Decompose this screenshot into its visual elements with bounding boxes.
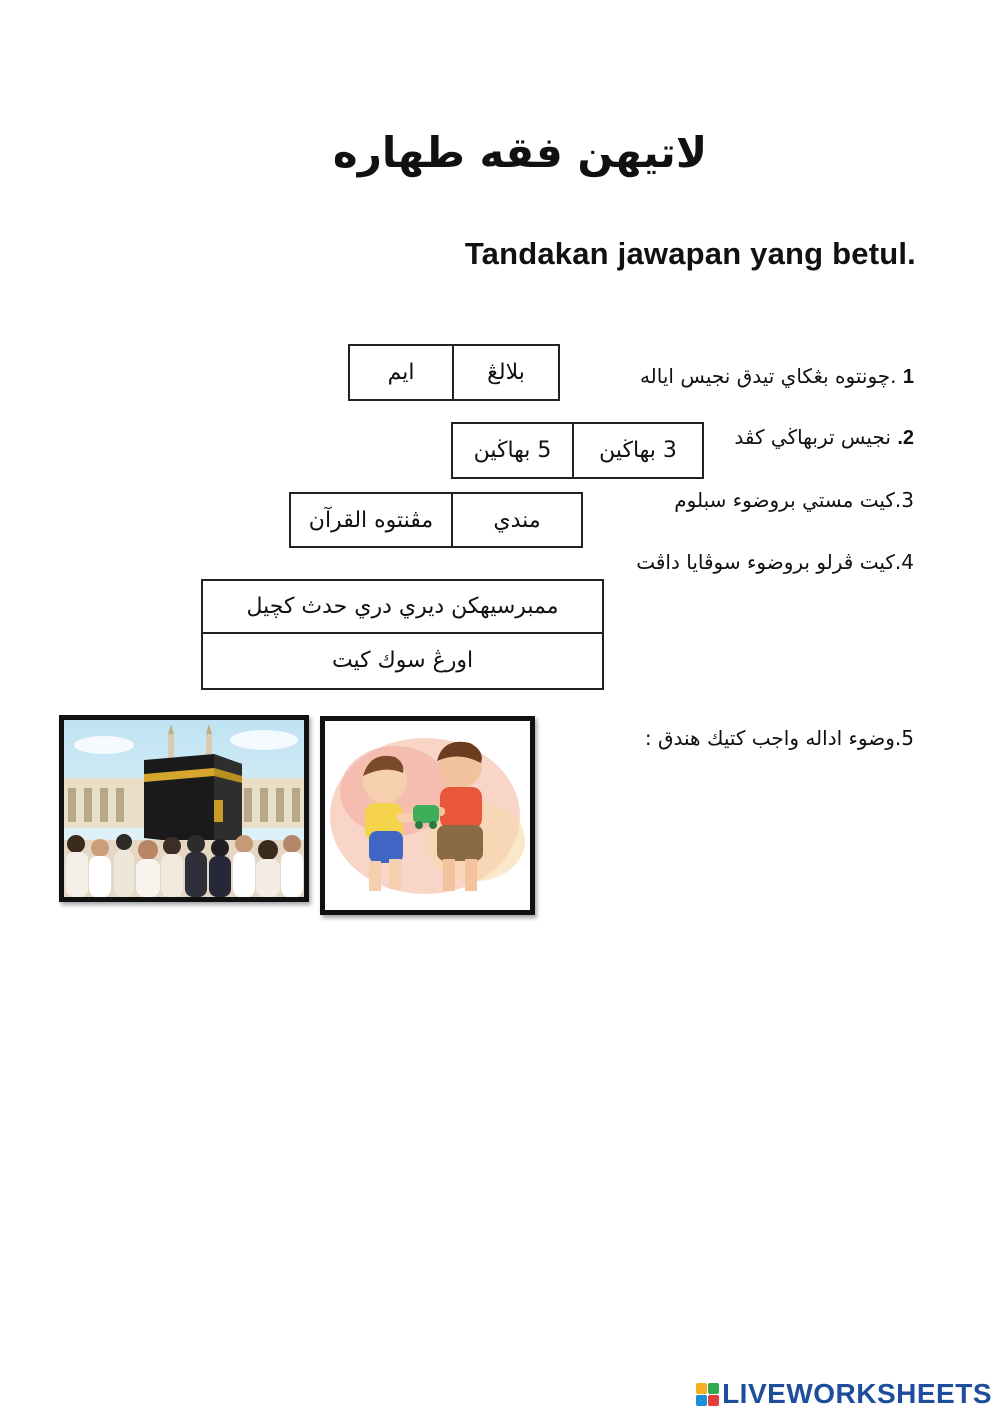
option-1a[interactable]: بلالڠ: [487, 360, 525, 385]
question-text: نجيس تربهاڬي كڤد: [734, 425, 891, 449]
option-4a[interactable]: ممبرسيهكن ديري دري حدث كچيل: [203, 581, 602, 634]
question-number: 1: [902, 366, 914, 388]
instruction-text: Tandakan jawapan yang betul.: [464, 236, 916, 271]
question-number: 5.: [894, 726, 914, 750]
question-4: [636, 550, 914, 574]
question-3-options: [289, 492, 583, 548]
option-3b[interactable]: مڤنتوه القرآن: [291, 494, 453, 546]
boys-fighting-picture[interactable]: [320, 716, 535, 915]
question-2-options: [451, 422, 704, 479]
question-1: [640, 364, 914, 389]
question-text: كيت مستي بروضوء سبلوم: [674, 488, 895, 512]
question-number: 4.: [894, 550, 914, 574]
question-5: [645, 726, 914, 750]
question-text: كيت ڤرلو بروضوء سوڤايا داڤت: [636, 550, 895, 574]
option-3a[interactable]: مندي: [493, 507, 541, 533]
question-3: [674, 488, 914, 512]
question-text: .چونتوه بڠكاي تيدق نجيس اياله: [639, 364, 897, 388]
question-text: وضوء اداله واجب كتيك هندق :: [644, 726, 895, 750]
worksheet-title: لاتيهن فقه طهاره: [332, 128, 708, 177]
brand-name: LIVEWORKSHEETS: [722, 1378, 992, 1409]
option-1b[interactable]: ايم: [350, 346, 454, 399]
liveworksheets-logo-icon: [696, 1383, 719, 1406]
option-2b[interactable]: 5 بهاڬين: [453, 424, 574, 477]
question-number: 3.: [894, 488, 914, 512]
option-2a[interactable]: 3 بهاڬين: [599, 438, 677, 463]
boys-fighting-icon: [325, 721, 530, 910]
question-2: [734, 425, 914, 450]
option-4b[interactable]: اورڠ سوك كيت: [331, 648, 474, 673]
question-4-options: [201, 579, 604, 690]
question-number: 2.: [897, 427, 914, 449]
kaaba-pilgrims-picture[interactable]: [59, 715, 309, 902]
question-1-options: [348, 344, 560, 401]
liveworksheets-logo: [696, 1378, 992, 1410]
kaaba-pilgrims-icon: [64, 720, 304, 897]
